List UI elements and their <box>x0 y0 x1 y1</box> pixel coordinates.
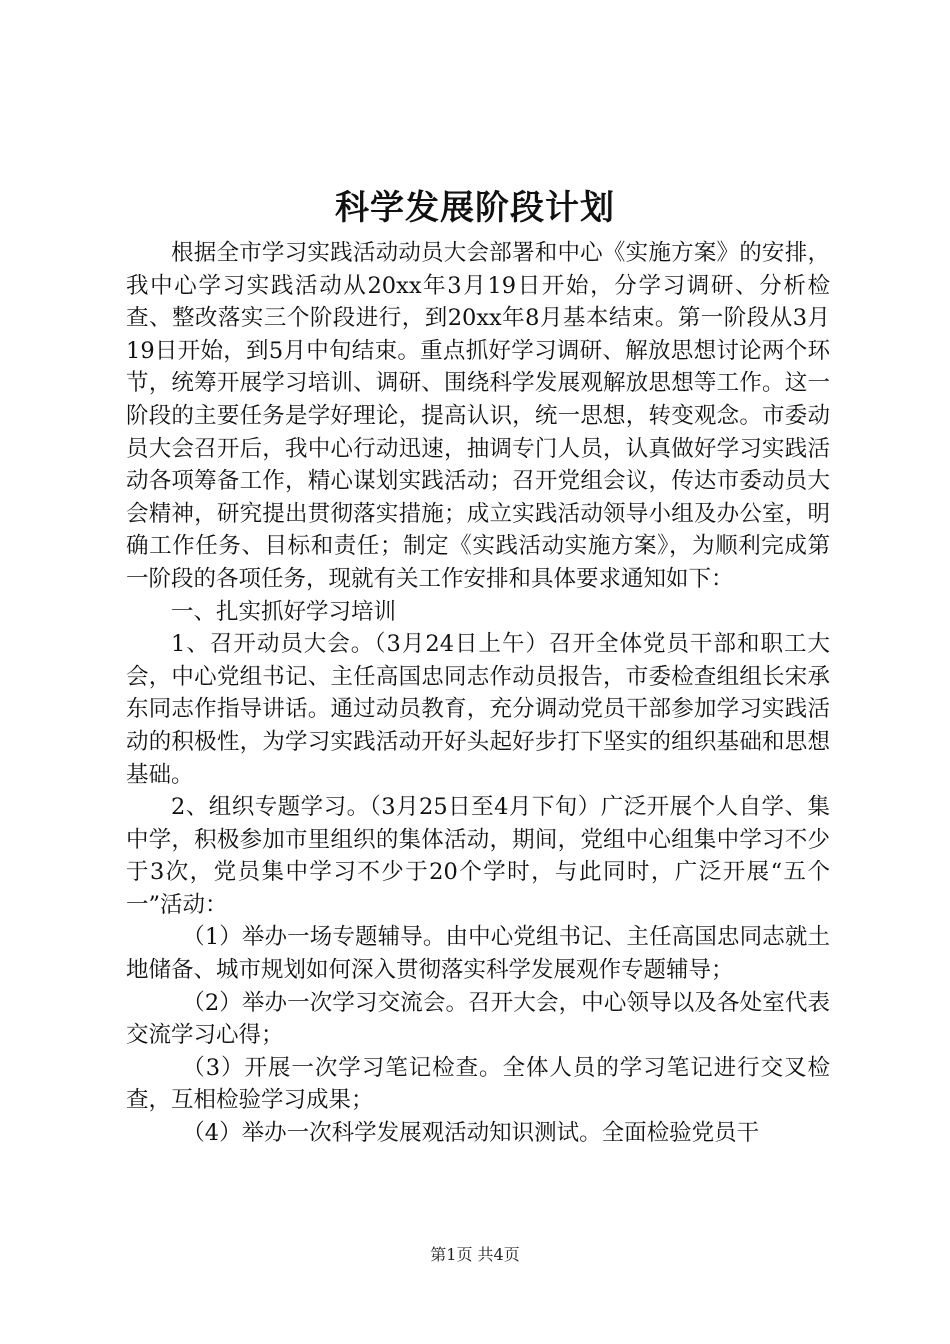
section-heading-1: 一、扎实抓好学习培训 <box>171 598 397 625</box>
document-body <box>126 237 830 1150</box>
sub-item-2: （2）举办一次学习交流会。召开大会，中心领导以及各处室代表交流学习心得； <box>126 989 830 1049</box>
page-footer: 第1页 共4页 <box>430 1245 520 1264</box>
paragraph-item-2: 2、组织专题学习。（3月25日至4月下旬）广泛开展个人自学、集中学，积极参加市里组织的集体活动，期间，党组中心组集中学习不少于3次，党员集中学习不少于20个学时，与此同时，广泛开展“五个一”活动： <box>126 794 830 918</box>
sub-item-4: （4）举办一次科学发展观活动知识测试。全面检验党员干 <box>182 1120 760 1147</box>
sub-item-3: （3）开展一次学习笔记检查。全体人员的学习笔记进行交叉检查，互相检验学习成果； <box>126 1054 830 1114</box>
sub-item-1: （1）举办一场专题辅导。由中心党组书记、主任高国忠同志就土地储备、城市规划如何深入贯彻落实科学发展观作专题辅导； <box>126 924 830 984</box>
paragraph-item-1: 1、召开动员大会。（3月24日上午）召开全体党员干部和职工大会，中心党组书记、主任高国忠同志作动员报告，市委检查组组长宋承东同志作指导讲话。通过动员教育，充分调动党员干部参加学习实践活动的积极性，为学习实践活动开好头起好步打下坚实的组织基础和思想基础。 <box>126 631 830 788</box>
paragraph-intro: 根据全市学习实践活动动员大会部署和中心《实施方案》的安排，我中心学习实践活动从20xx年3月19日开始，分学习调研、分析检查、整改落实三个阶段进行，到20xx年8月基本结束。第一阶段从3月19日开始，到5月中旬结束。重点抓好学习调研、解放思想讨论两个环节，统筹开展学习培训、调研、围绕科学发展观解放思想等工作。这一阶段的主要任务是学好理论，提高认识，统一思想，转变观念。市委动员大会召开后，我中心行动迅速，抽调专门人员，认真做好学习实践活动各项筹备工作，精心谋划实践活动；召开党组会议，传达市委动员大会精神，研究提出贯彻落实措施；成立实践活动领导小组及办公室，明确工作任务、目标和责任；制定《实践活动实施方案》，为顺利完成第一阶段的各项任务，现就有关工作安排和具体要求通知如下： <box>126 240 830 592</box>
document-title: 科学发展阶段计划 <box>335 188 615 228</box>
